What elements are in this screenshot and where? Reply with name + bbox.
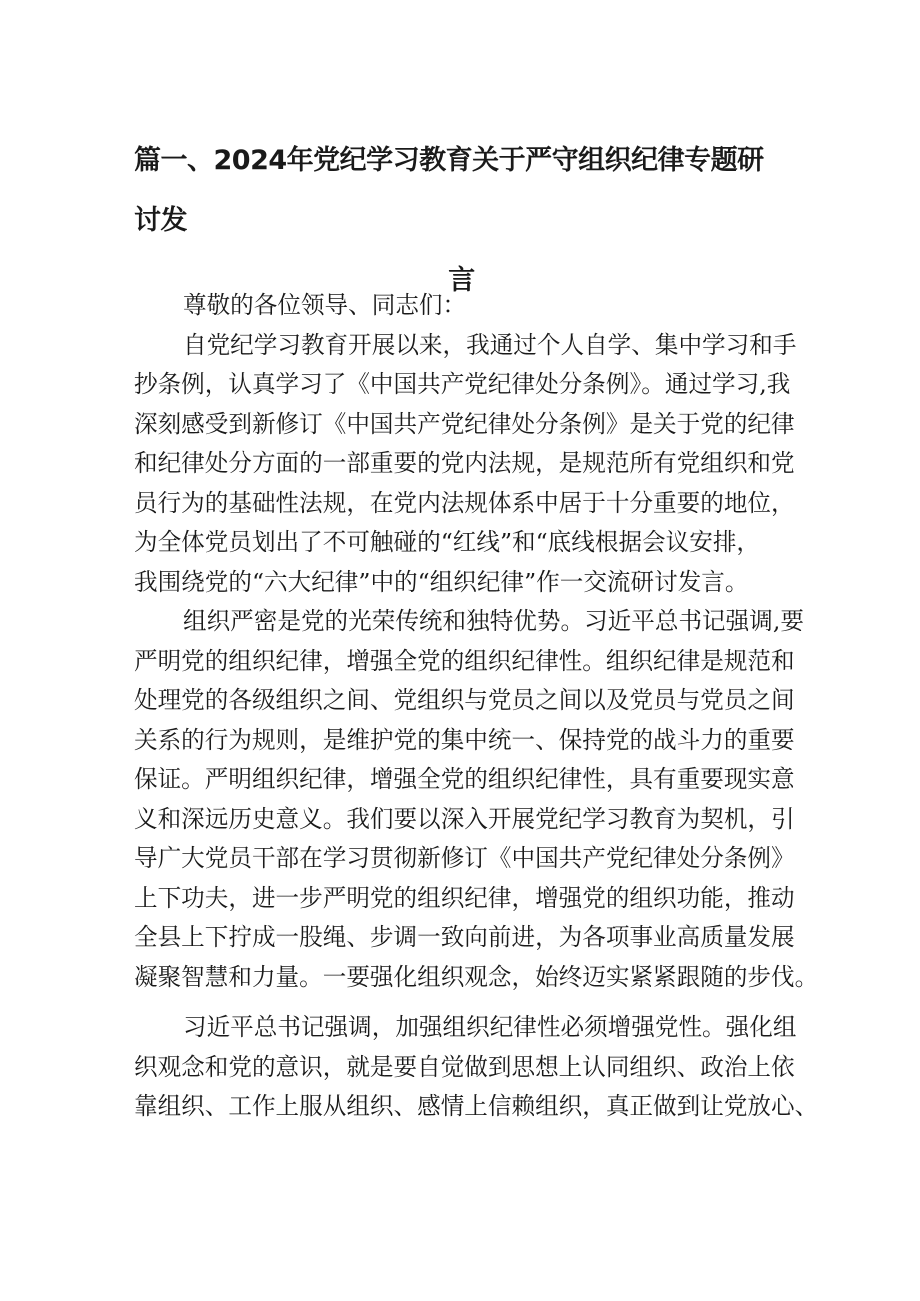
title-line-1: 篇一、2024年党纪学习教育关于严守组织纪律专题研讨发 — [134, 145, 764, 236]
paragraph-line: 织观念和党的意识，就是要自觉做到思想上认同组织、政治上依 — [134, 1052, 795, 1081]
document-body — [134, 286, 819, 1127]
paragraph-line: 习近平总书记强调，加强组织纪律性必须增强党性。强化组 — [183, 1013, 797, 1041]
paragraph-line: 抄条例，认真学习了《中国共产党纪律处分条例》。通过学习,我 — [134, 370, 791, 398]
paragraph-line: 上下功夫，进一步严明党的组织纪律，增强党的组织功能，推动 — [134, 883, 795, 912]
paragraph-line: 严明党的组织纪律，增强全党的组织纪律性。组织纪律是规范和 — [134, 646, 795, 675]
paragraph-line: 和纪律处分方面的一部重要的党内法规，是规范所有党组织和党 — [134, 449, 795, 477]
document-title — [134, 131, 789, 311]
paragraph-line: 靠组织、工作上服从组织、感情上信赖组织，真正做到让党放心、 — [134, 1092, 819, 1120]
paragraph-line: 关系的行为规则，是维护党的集中统一、保持党的战斗力的重要 — [134, 725, 795, 754]
salutation: 尊敬的各位领导、同志们： — [183, 291, 467, 319]
paragraph-line: 处理党的各级组织之间、党组织与党员之间以及党员与党员之间 — [134, 686, 795, 714]
paragraph-line: 组织严密是党的光荣传统和独特优势。习近平总书记强调,要 — [183, 607, 804, 635]
paragraph-line: 为全体党员划出了不可触碰的“红线”和“底线根据会议安排， — [134, 528, 761, 556]
paragraph-line: 义和深远历史意义。我们要以深入开展党纪学习教育为契机，引 — [134, 804, 795, 833]
paragraph-line: 深刻感受到新修订《中国共产党纪律处分条例》是关于党的纪律 — [134, 409, 795, 438]
title-line-2: 言 — [448, 265, 475, 296]
paragraph-line: 保证。严明组织纪律，增强全党的组织纪律性，具有重要现实意 — [134, 765, 795, 793]
paragraph-line: 导广大党员干部在学习贯彻新修订《中国共产党纪律处分条例》 — [134, 844, 795, 872]
paragraph-gap — [134, 997, 794, 1008]
paragraph-line: 自党纪学习教育开展以来，我通过个人自学、集中学习和手 — [183, 330, 797, 359]
paragraph-line: 全县上下拧成一股绳、步调一致向前进，为各项事业高质量发展 — [134, 923, 795, 951]
paragraph-line: 员行为的基础性法规，在党内法规体系中居于十分重要的地位， — [134, 488, 795, 517]
paragraph-line: 凝聚智慧和力量。一要强化组织观念，始终迈实紧紧跟随的步伐。 — [134, 962, 819, 991]
paragraph-line: 我围绕党的“六大纪律”中的“组织纪律”作一交流研讨发言。 — [134, 567, 749, 596]
